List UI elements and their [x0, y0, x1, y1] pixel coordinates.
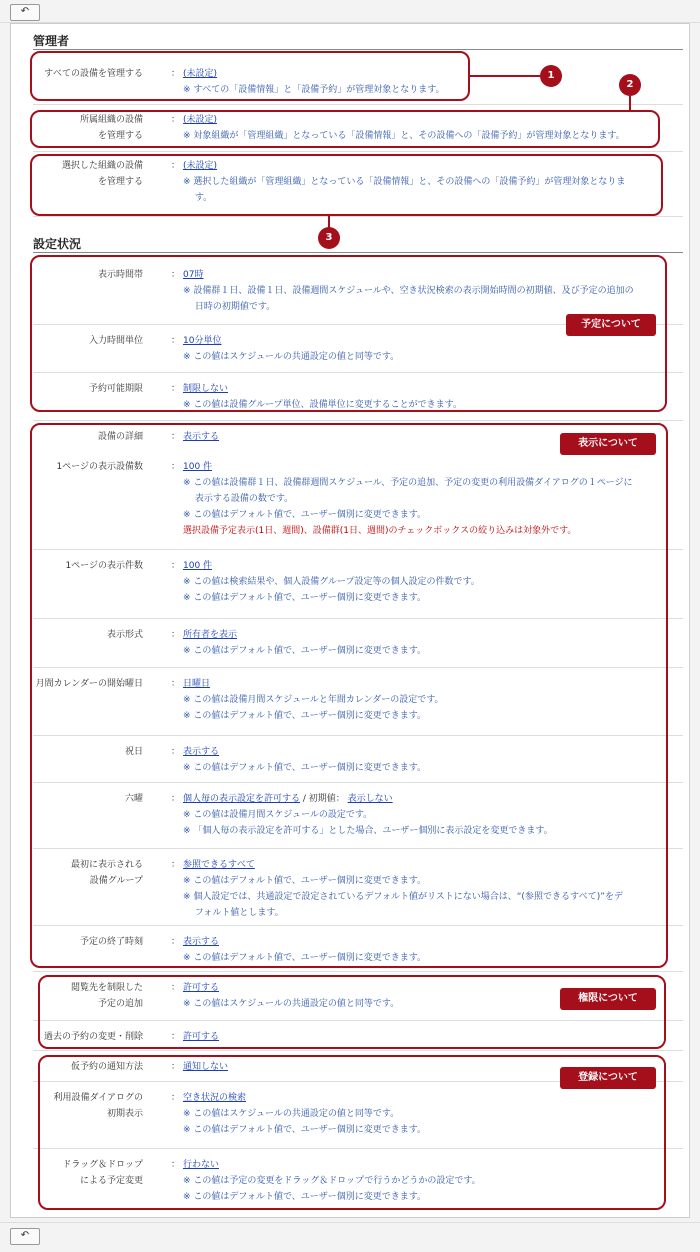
setting-value-link[interactable]: 通知しない [183, 1062, 229, 1072]
setting-note: ※ 個人設定では、共通設定で設定されているデフォルト値がリストにない場合は、“(参照できるすべて)”をデ [183, 892, 623, 902]
badge-permission: 権限について [560, 988, 656, 1010]
setting-value-link[interactable]: 表示する [183, 432, 220, 442]
colon-separator: ： [171, 161, 181, 171]
setting-note: ※ この値はデフォルト値で、ユーザー個別に変更できます。 [183, 593, 427, 603]
setting-note: ※ この値はデフォルト値で、ユーザー個別に変更できます。 [183, 1125, 427, 1135]
colon-separator: ： [171, 336, 181, 346]
setting-value-link[interactable]: 参照できるすべて [183, 860, 255, 870]
setting-note: ※ この値は設備群１日、設備群週間スケジュール、予定の追加、予定の変更の利用設備ダイアログの１ページに [183, 478, 633, 488]
setting-note: ※ この値は設備月間スケジュールと年間カレンダーの設定です。 [183, 695, 444, 705]
colon-separator: ： [171, 561, 181, 571]
setting-note: ※ この値はデフォルト値で、ユーザー個別に変更できます。 [183, 1192, 427, 1202]
colon-separator: ： [171, 747, 181, 757]
setting-value-link[interactable]: 表示する [183, 747, 220, 757]
setting-value-link[interactable]: 07時 [183, 270, 204, 280]
setting-note: 表示する設備の数です。 [183, 494, 294, 504]
setting-note: ※ この値はデフォルト値で、ユーザー個別に変更できます。 [183, 763, 427, 773]
colon-separator: ： [171, 983, 181, 993]
setting-note: す。 [183, 193, 213, 203]
setting-value-link[interactable]: (未設定) [183, 161, 218, 171]
setting-label-line: 設備の詳細 [97, 432, 143, 442]
callout-number-3: 3 [318, 227, 340, 249]
setting-note: ※ この値はデフォルト値で、ユーザー個別に変更できます。 [183, 711, 427, 721]
setting-note: ※ すべての「設備情報」と「設備予約」が管理対象となります。 [183, 85, 445, 95]
callout-number-2: 2 [619, 74, 641, 96]
colon-separator: ： [171, 937, 181, 947]
setting-label-line: 表示形式 [106, 630, 143, 640]
setting-note: ※ 選択した組織が「管理組織」となっている「設備情報」と、その設備への「設備予約」が管理対象となりま [183, 177, 626, 187]
setting-label-line: 初期表示 [106, 1109, 143, 1119]
setting-label-line: すべての設備を管理する [44, 69, 143, 79]
setting-label-line: 祝日 [124, 747, 143, 757]
setting-note: ※ この値は設備グループ単位、設備単位に変更することができます。 [183, 400, 462, 410]
setting-note: ※ この値はデフォルト値で、ユーザー個別に変更できます。 [183, 953, 427, 963]
setting-value-link[interactable]: 100 件 [183, 561, 213, 571]
setting-label-line: 所属組織の設備 [79, 115, 143, 125]
setting-value-link[interactable]: 許可する [183, 983, 220, 993]
back-button[interactable]: ↶ [10, 4, 40, 21]
colon-separator: ： [171, 69, 181, 79]
back-button-bottom[interactable]: ↶ [10, 1228, 40, 1245]
setting-note: フォルト値とします。 [183, 908, 284, 918]
setting-label-line: 1ページの表示件数 [65, 561, 143, 571]
row-divider [33, 216, 683, 217]
setting-label-line: による予定変更 [79, 1176, 143, 1186]
callout-number-1: 1 [540, 65, 562, 87]
section-divider [33, 252, 683, 253]
colon-separator: ： [171, 1062, 181, 1072]
setting-label-line: ドラッグ＆ドロップ [62, 1160, 143, 1170]
setting-label-line: 過去の予約の変更・削除 [43, 1032, 143, 1042]
setting-value-link[interactable]: 所有者を表示 [183, 630, 238, 640]
setting-value-link[interactable]: 許可する [183, 1032, 220, 1042]
setting-value-link[interactable]: 10分単位 [183, 336, 222, 346]
setting-label-line: 閲覧先を制限した [70, 983, 143, 993]
setting-note: ※ この値はデフォルト値で、ユーザー個別に変更できます。 [183, 876, 427, 886]
setting-label-line: 利用設備ダイアログの [53, 1093, 143, 1103]
setting-note: ※ 対象組織が「管理組織」となっている「設備情報」と、その設備への「設備予約」が管理対象となります。 [183, 131, 625, 141]
setting-label-line: を管理する [97, 177, 143, 187]
setting-label-line: 最初に表示される [70, 860, 143, 870]
setting-value-link[interactable]: 100 件 [183, 462, 213, 472]
colon-separator: ： [171, 630, 181, 640]
section-title-admin: 管理者 [33, 34, 70, 48]
setting-note: ※ この値はスケジュールの共通設定の値と同等です。 [183, 352, 400, 362]
setting-note: ※ この値は設備月間スケジュールの設定です。 [183, 810, 373, 820]
setting-note: ※ この値は予定の変更をドラッグ＆ドロップで行うかどうかの設定です。 [183, 1176, 481, 1186]
callout-box-3 [30, 154, 663, 216]
setting-value-link[interactable]: (未設定) [183, 115, 218, 125]
row-divider [33, 151, 683, 152]
setting-note: ※ 「個人毎の表示設定を許可する」とした場合、ユーザー個別に表示設定を変更できます。 [183, 826, 553, 836]
setting-warning: 選択設備予定表示(1日、週間)、設備群(1日、週間)のチェックボックスの絞り込みは対象外です。 [183, 526, 577, 536]
setting-label-line: 予定の終了時刻 [79, 937, 143, 947]
setting-value-link[interactable]: 行わない [183, 1160, 220, 1170]
colon-separator: ： [171, 432, 181, 442]
colon-separator: ： [171, 794, 181, 804]
section-divider [33, 49, 683, 50]
colon-separator: ： [171, 462, 181, 472]
colon-separator: ： [171, 270, 181, 280]
setting-value-link[interactable]: (未設定) [183, 69, 218, 79]
row-divider [33, 420, 683, 421]
section-title-settings: 設定状況 [33, 237, 82, 251]
group-box-permission [38, 975, 666, 1049]
setting-note: ※ この値はデフォルト値で、ユーザー個別に変更できます。 [183, 646, 427, 656]
colon-separator: ： [171, 1160, 181, 1170]
initial-value-link[interactable]: 表示しない [347, 794, 393, 804]
group-box-display [30, 423, 668, 968]
row-divider [33, 971, 683, 972]
row-divider [33, 1050, 683, 1051]
setting-value-link[interactable]: 制限しない [183, 384, 229, 394]
setting-label-line: 表示時間帯 [97, 270, 143, 280]
setting-note: ※ 設備群１日、設備１日、設備週間スケジュールや、空き状況検索の表示開始時間の初期値、及び予定の追加の [183, 286, 634, 296]
setting-label-line: を管理する [97, 131, 143, 141]
setting-note: ※ この値はスケジュールの共通設定の値と同等です。 [183, 999, 400, 1009]
bottom-toolbar [0, 1222, 700, 1252]
badge-registration: 登録について [560, 1067, 656, 1089]
callout-box-1 [30, 51, 470, 101]
row-divider [33, 104, 683, 105]
setting-label-line: 月間カレンダーの開始曜日 [35, 679, 143, 689]
colon-separator: ： [171, 1032, 181, 1042]
callout-box-2 [30, 110, 660, 148]
top-toolbar [0, 0, 700, 23]
setting-value-link[interactable]: 空き状況の検索 [183, 1093, 247, 1103]
setting-note: ※ この値はデフォルト値で、ユーザー個別に変更できます。 [183, 510, 427, 520]
setting-label-line: 六曜 [124, 794, 143, 804]
colon-separator: ： [171, 1093, 181, 1103]
setting-note: ※ この値は検索結果や、個人設備グループ設定等の個人設定の件数です。 [183, 577, 480, 587]
setting-label-line: 予約可能期限 [88, 384, 143, 394]
colon-separator: ： [171, 860, 181, 870]
setting-label-line: 仮予約の通知方法 [70, 1062, 143, 1072]
colon-separator: ： [171, 679, 181, 689]
callout-line-1 [470, 75, 540, 77]
setting-value-link[interactable]: 個人毎の表示設定を許可する [183, 794, 301, 804]
initial-value-separator: / 初期値： [300, 794, 348, 804]
colon-separator: ： [171, 384, 181, 394]
setting-label-line: 選択した組織の設備 [61, 161, 143, 171]
callout-line-2 [629, 96, 631, 112]
badge-display: 表示について [560, 433, 656, 455]
setting-label-line: 設備グループ [89, 876, 143, 886]
setting-note: 日時の初期値です。 [183, 302, 276, 312]
colon-separator: ： [171, 115, 181, 125]
setting-label-line: 1ページの表示設備数 [56, 462, 143, 472]
setting-note: ※ この値はスケジュールの共通設定の値と同等です。 [183, 1109, 400, 1119]
badge-schedule: 予定について [566, 314, 656, 336]
setting-label-line: 予定の追加 [97, 999, 143, 1009]
setting-value-link[interactable]: 日曜日 [183, 679, 211, 689]
setting-value-link[interactable]: 表示する [183, 937, 220, 947]
setting-label-line: 入力時間単位 [88, 336, 143, 346]
settings-panel [10, 23, 690, 1218]
